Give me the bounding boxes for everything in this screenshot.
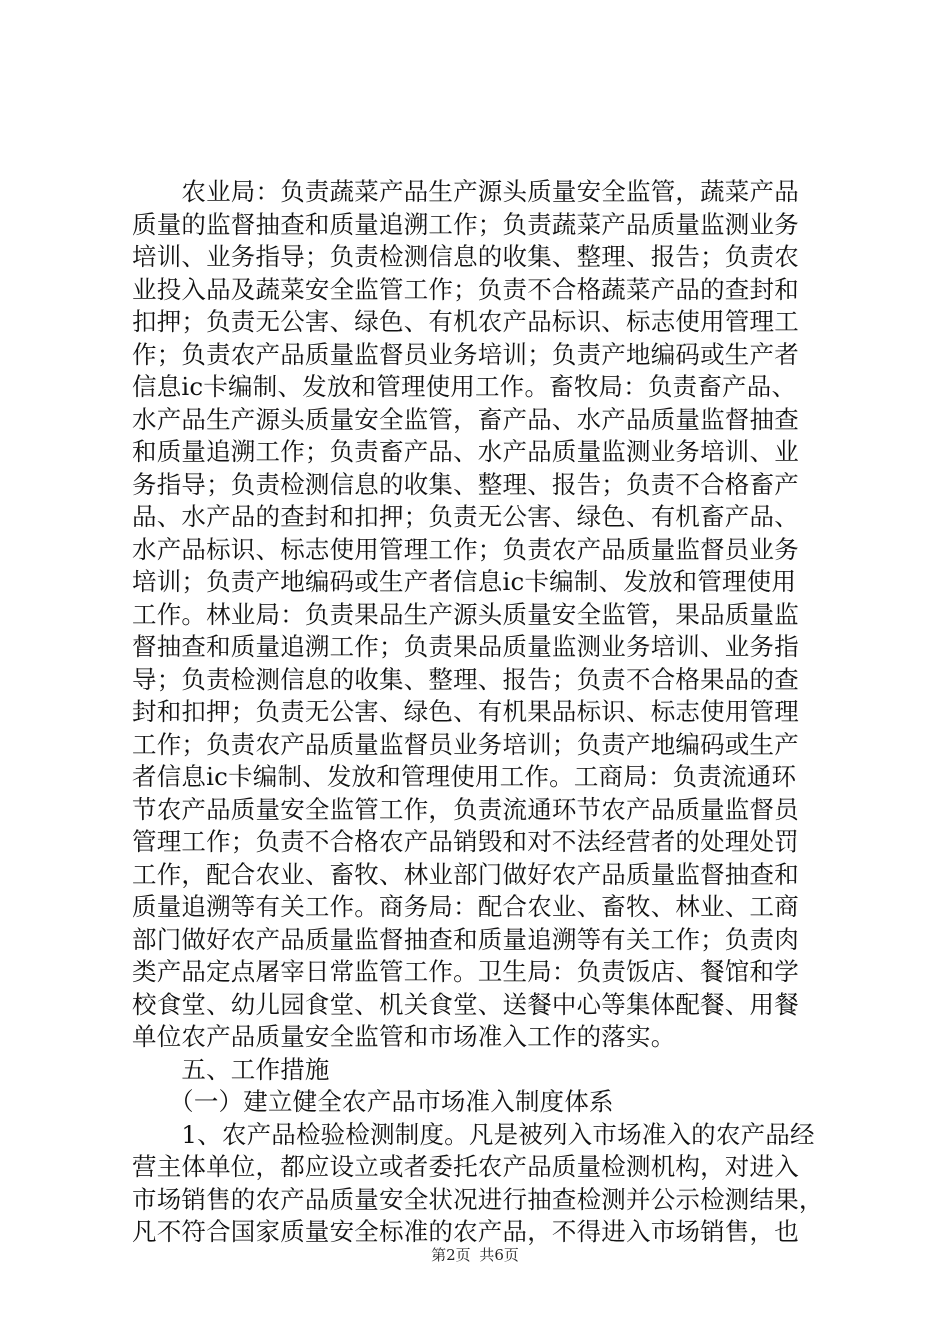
- text-line: 节农产品质量安全监管工作，负责流通环节农产品质量监督员: [132, 794, 799, 824]
- text-line: 部门做好农产品质量监督抽查和质量追溯等有关工作；负责肉: [132, 924, 799, 954]
- text-line: 培训；负责产地编码或生产者信息ic卡编制、发放和管理使用: [132, 567, 797, 596]
- text-line: 类产品定点屠宰日常监管工作。卫生局：负责饭店、餐馆和学: [132, 957, 799, 986]
- text-line: 管理工作；负责不合格农产品销毁和对不法经营者的处理处罚: [132, 827, 799, 856]
- text-line: 者信息ic卡编制、发放和管理使用工作。工商局：负责流通环: [132, 762, 797, 791]
- text-line: 凡不符合国家质量安全标准的农产品，不得进入市场销售，也: [132, 1217, 799, 1246]
- text-line: 封和扣押；负责无公害、绿色、有机果品标识、标志使用管理: [132, 697, 799, 726]
- text-line: 信息ic卡编制、发放和管理使用工作。畜牧局：负责畜产品、: [132, 372, 797, 401]
- text-line: 质量的监督抽查和质量追溯工作；负责蔬菜产品质量监测业务: [132, 209, 799, 239]
- text-line: 质量追溯等有关工作。商务局：配合农业、畜牧、林业、工商: [132, 892, 799, 921]
- text-line: 农业局：负责蔬菜产品生产源头质量安全监管，蔬菜产品: [132, 177, 799, 206]
- text-line: 工作，配合农业、畜牧、林业部门做好农产品质量监督抽查和: [132, 859, 799, 889]
- section-heading: 五、工作措施: [132, 1054, 330, 1084]
- text-line: 单位农产品质量安全监管和市场准入工作的落实。: [132, 1022, 676, 1051]
- text-line: 校食堂、幼儿园食堂、机关食堂、送餐中心等集体配餐、用餐: [132, 989, 799, 1019]
- text-line: 督抽查和质量追溯工作；负责果品质量监测业务培训、业务指: [132, 632, 799, 661]
- text-line: 营主体单位，都应设立或者委托农产品质量检测机构，对进入: [132, 1152, 799, 1181]
- document-body: [132, 176, 832, 1249]
- text-line: 水产品标识、标志使用管理工作；负责农产品质量监督员业务: [132, 534, 799, 564]
- text-line: 品、水产品的查封和扣押；负责无公害、绿色、有机畜产品、: [132, 502, 799, 531]
- text-line: 培训、业务指导；负责检测信息的收集、整理、报告；负责农: [132, 242, 799, 271]
- text-line: 市场销售的农产品质量安全状况进行抽查检测并公示检测结果，: [132, 1184, 824, 1214]
- subsection-heading: （一）建立健全农产品市场准入制度体系: [132, 1087, 614, 1116]
- page-total: 共6页: [479, 1246, 519, 1264]
- text-line: 1、农产品检验检测制度。凡是被列入市场准入的农产品经: [132, 1119, 815, 1149]
- text-line: 业投入品及蔬菜安全监管工作；负责不合格蔬菜产品的查封和: [132, 274, 799, 304]
- text-line: 工作。林业局：负责果品生产源头质量安全监管，果品质量监: [132, 599, 799, 629]
- text-line: 作；负责农产品质量监督员业务培训；负责产地编码或生产者: [132, 339, 799, 369]
- text-line: 水产品生产源头质量安全监管，畜产品、水产品质量监督抽查: [132, 404, 799, 434]
- page-number: 第2页: [431, 1246, 471, 1264]
- text-line: 扣押；负责无公害、绿色、有机农产品标识、标志使用管理工: [132, 307, 799, 336]
- text-line: 导；负责检测信息的收集、整理、报告；负责不合格果品的查: [132, 664, 799, 694]
- page-footer: [0, 1244, 950, 1265]
- text-line: 工作；负责农产品质量监督员业务培训；负责产地编码或生产: [132, 729, 799, 759]
- text-line: 和质量追溯工作；负责畜产品、水产品质量监测业务培训、业: [132, 437, 799, 466]
- text-line: 务指导；负责检测信息的收集、整理、报告；负责不合格畜产: [132, 469, 799, 499]
